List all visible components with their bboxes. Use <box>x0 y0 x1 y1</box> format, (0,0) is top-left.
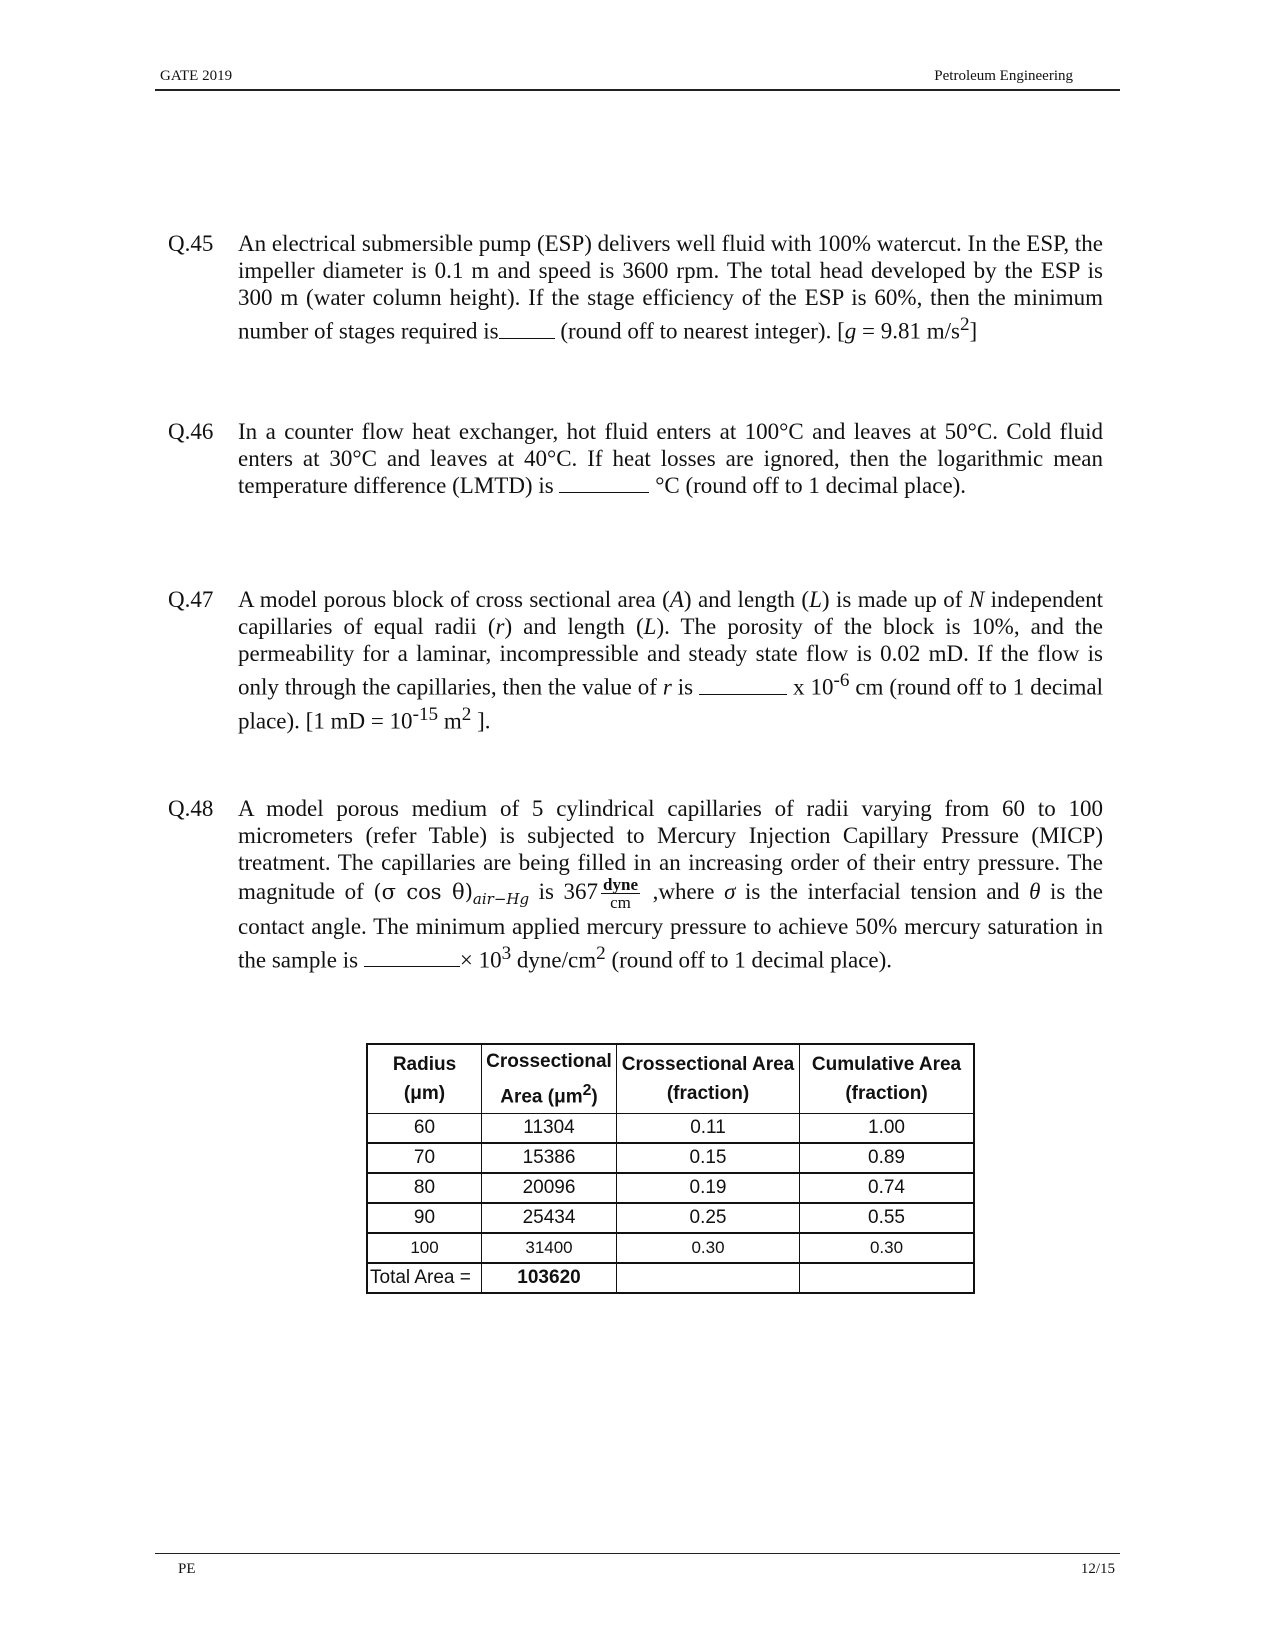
question-text: A model porous block of cross sectional area (A) and length (L) is made up of N independent capillaries of equal radii (r) and length (L). The porosity of the block is 10%, and the permeability for a laminar, incompressible and steady state flow is 0.02 mD. If the flow is only through the capillaries, then the value of r is x $10^{-6}$ cm (round off to 1 decimal place). [1 mD = $10^{-15}$ $m^2$ ]. <box>238 587 1104 734</box>
table-total-row <box>367 1263 974 1293</box>
question-45 <box>168 230 1103 345</box>
table-row: 70 15386 0.15 0.89 <box>367 1143 974 1173</box>
table-row: 60 11304 0.11 1.00 <box>367 1114 974 1144</box>
sigma-cos-theta-expression: (σ cos θ) <box>373 879 473 904</box>
footer-page-number: 12/15 <box>1080 1561 1115 1577</box>
header-area-fraction: Crossectional Area (fraction) <box>617 1044 800 1114</box>
question-number: Q.45 <box>168 231 214 256</box>
question-number: Q.46 <box>168 419 214 444</box>
question-46 <box>168 418 1103 499</box>
footer-paper-code: PE <box>178 1561 196 1577</box>
answer-blank <box>559 474 649 493</box>
table-row: 80 20096 0.19 0.74 <box>367 1173 974 1203</box>
table-row: 100 31400 0.30 0.30 <box>367 1233 974 1263</box>
answer-blank <box>699 676 787 695</box>
answer-blank <box>499 320 555 339</box>
capillary-data-table <box>366 1043 975 1294</box>
dyne-per-cm-fraction: $\frac{\text{dyne}}{cm}$ <box>603 875 639 912</box>
question-number: Q.47 <box>168 587 214 612</box>
question-48 <box>168 795 1103 973</box>
answer-blank <box>364 948 460 967</box>
question-number: Q.48 <box>168 796 214 821</box>
total-label: Total Area = <box>367 1263 482 1293</box>
table-header-row <box>367 1044 974 1114</box>
header-cumulative-fraction: Cumulative Area (fraction) <box>800 1044 975 1114</box>
header-divider <box>155 89 1120 91</box>
question-text: A model porous medium of 5 cylindrical capillaries of radii varying from 60 to 100 micrometers (refer Table) is subjected to Mercury Injection Capillary Pressure (MICP) treatment. The capillaries are being filled in an increasing order of their entry pressure. The magnitude of (σ $\cos \theta)_{air-Hg}$ is 367 $\frac{\text{dyne}}{cm}$ ,where σ is the interfacial tension and θ is the contact angle. The minimum applied mercury pressure to achieve 50% mercury saturation in the sample is × $10^3$ dyne/$cm^2$ (round off to 1 decimal place). <box>238 796 1103 973</box>
table-row: 90 25434 0.25 0.55 <box>367 1203 974 1233</box>
question-text: An electrical submersible pump (ESP) delivers well fluid with 100% watercut. In the ESP, the impeller diameter is 0.1 m and speed is 3600 rpm. The total head developed by the ESP is 300 m (water column height). If the stage efficiency of the ESP is 60%, then the minimum number of stages required is (round off to nearest integer). [g = 9.81 $m/s^2$] <box>238 231 1103 344</box>
question-text: In a counter flow heat exchanger, hot fluid enters at 100°C and leaves at 50°C. Cold fluid enters at 30°C and leaves at 40°C. If heat losses are ignored, then the logarithmic mean temperature difference (LMTD) is °C (round off to 1 decimal place). <box>238 419 1103 498</box>
total-value: 103620 <box>482 1263 617 1293</box>
footer-divider <box>155 1553 1120 1554</box>
header-subject: Petroleum Engineering <box>934 68 1073 84</box>
question-47 <box>168 586 1103 734</box>
header-area: Crossectional Area $(\mu m^2)$ <box>482 1044 617 1114</box>
header-exam-title: GATE 2019 <box>160 68 233 84</box>
header-radius: Radius (μm) <box>367 1044 482 1114</box>
